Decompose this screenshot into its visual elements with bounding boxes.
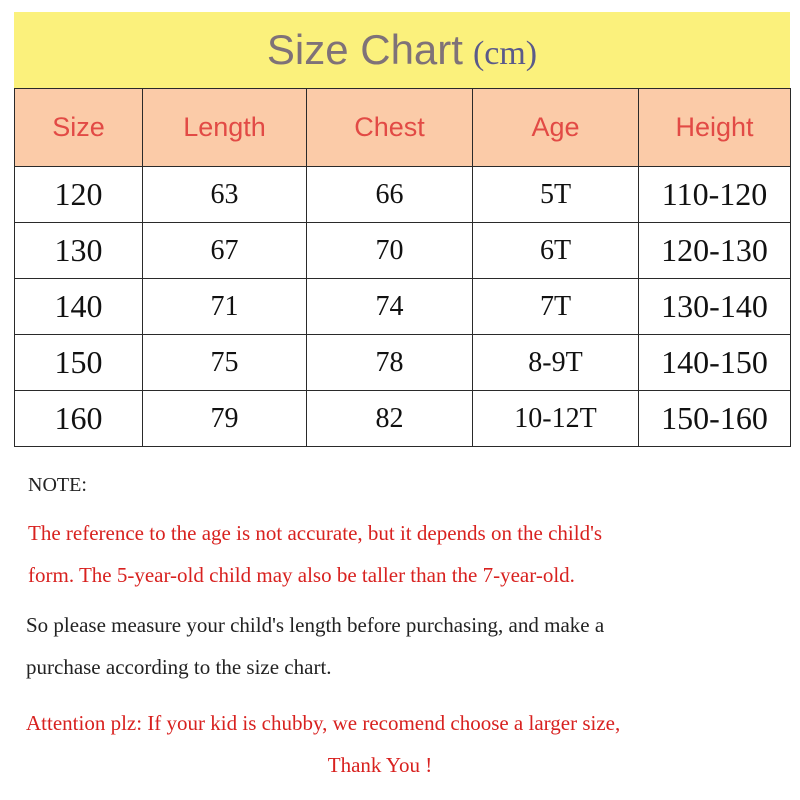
chart-title: Size Chart [266, 26, 463, 73]
header-size: Size [15, 89, 143, 167]
header-age: Age [473, 89, 639, 167]
cell-chest: 74 [307, 279, 473, 335]
cell-chest: 82 [307, 391, 473, 447]
table-row [15, 223, 791, 279]
title-banner [14, 12, 790, 88]
cell-height: 120-130 [639, 223, 791, 279]
cell-age: 7T [473, 279, 639, 335]
header-chest: Chest [307, 89, 473, 167]
table-row [15, 391, 791, 447]
cell-size: 150 [15, 335, 143, 391]
cell-chest: 78 [307, 335, 473, 391]
cell-age: 6T [473, 223, 639, 279]
cell-length: 71 [143, 279, 307, 335]
cell-age: 10-12T [473, 391, 639, 447]
header-length: Length [143, 89, 307, 167]
table-row [15, 167, 791, 223]
cell-length: 79 [143, 391, 307, 447]
cell-length: 63 [143, 167, 307, 223]
note-label: NOTE: [28, 474, 87, 496]
note-line: So please measure your child's length before purchasing, and make a [26, 613, 605, 637]
cell-height: 130-140 [639, 279, 791, 335]
cell-size: 120 [15, 167, 143, 223]
age-accuracy-note [28, 512, 788, 596]
note-line: form. The 5-year-old child may also be taller than the 7-year-old. [28, 563, 575, 587]
chart-unit: (cm) [472, 35, 538, 72]
table-row [15, 335, 791, 391]
cell-height: 150-160 [639, 391, 791, 447]
cell-size: 140 [15, 279, 143, 335]
note-line: purchase according to the size chart. [26, 655, 332, 679]
cell-height: 110-120 [639, 167, 791, 223]
size-table [14, 88, 791, 447]
header-height: Height [639, 89, 791, 167]
cell-length: 67 [143, 223, 307, 279]
cell-chest: 66 [307, 167, 473, 223]
note-line: The reference to the age is not accurate, but it depends on the child's [28, 521, 603, 545]
table-header-row [15, 89, 791, 167]
cell-age: 5T [473, 167, 639, 223]
cell-chest: 70 [307, 223, 473, 279]
cell-size: 160 [15, 391, 143, 447]
table-row [15, 279, 791, 335]
cell-length: 75 [143, 335, 307, 391]
cell-age: 8-9T [473, 335, 639, 391]
measure-note [26, 604, 786, 688]
cell-height: 140-150 [639, 335, 791, 391]
attention-note: Attention plz: If your kid is chubby, we recomend choose a larger size, [26, 711, 621, 735]
thanks-note: Thank You ! [327, 753, 433, 777]
cell-size: 130 [15, 223, 143, 279]
